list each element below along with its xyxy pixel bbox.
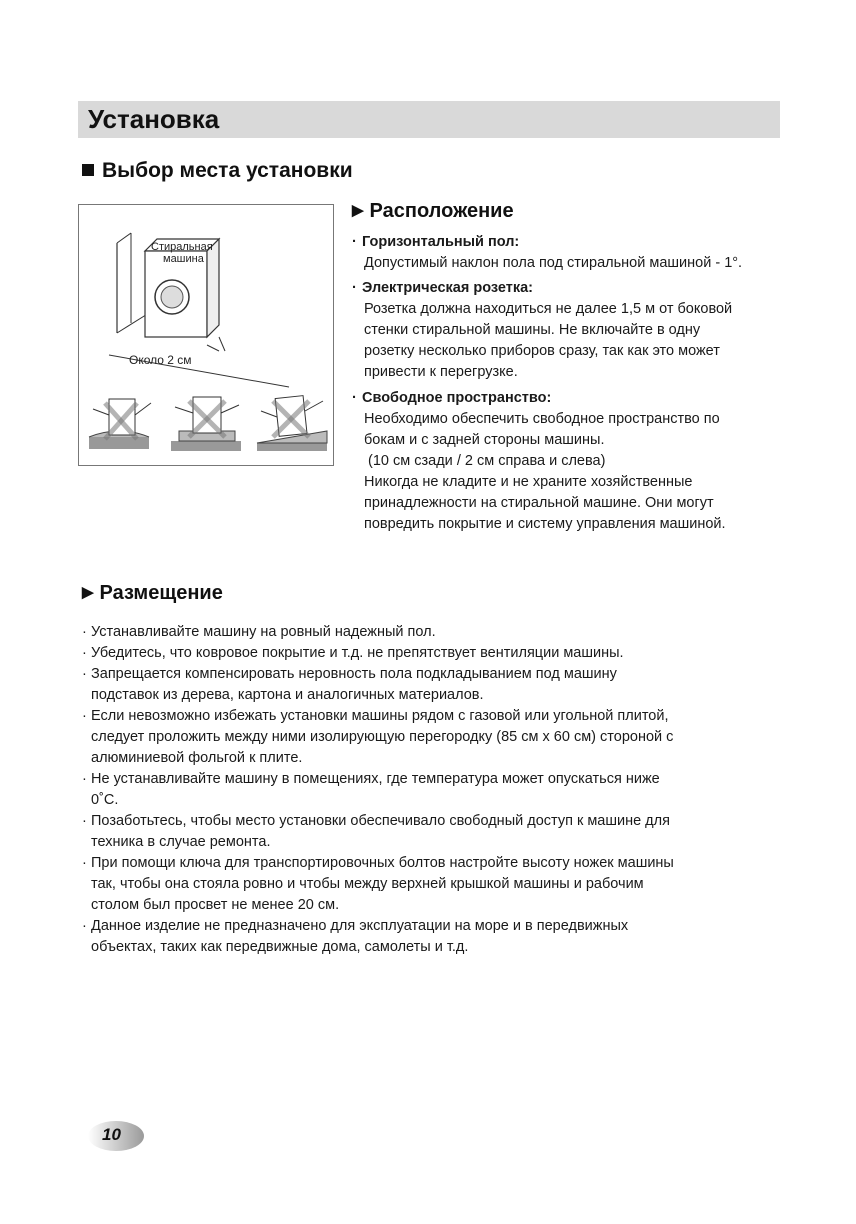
placement-heading [82, 582, 223, 605]
machine-label-line2: машина [163, 253, 204, 265]
list-item: · Позаботьтесь, чтобы место установки обеспечивало свободный доступ к машине для техника в случае ремонта. [82, 811, 782, 853]
space-line-1: Необходимо обеспечить свободное пространство по [364, 411, 720, 427]
list-item: · Данное изделие не предназначено для эксплуатации на море и в передвижных объектах, таких как передвижные дома, самолеты и т.д. [82, 916, 782, 958]
section-title-text: Выбор места установки [102, 159, 353, 182]
list-item-line: Убедитесь, что ковровое покрытие и т.д. не препятствует вентиляции машины. [91, 645, 624, 661]
list-item-line: следует проложить между ними изолирующую перегородку (85 см x 60 см) стороной с [91, 729, 674, 745]
square-bullet-icon [82, 164, 94, 176]
page-number-badge [82, 1120, 144, 1152]
section-title [82, 159, 353, 183]
machine-label-line1: Стиральная [151, 241, 213, 253]
wrong-placement-figure-1 [89, 399, 151, 449]
wrong-placement-figure-2 [171, 397, 241, 451]
socket-line-3: розетку несколько приборов сразу, так как это может [364, 343, 720, 359]
space-line-6: повредить покрытие и систему управления машиной. [364, 516, 726, 532]
space-line-3: (10 см сзади / 2 см справа и слева) [364, 453, 606, 469]
socket-heading: Электрическая розетка: [362, 280, 533, 296]
socket-line-1: Розетка должна находиться не далее 1,5 м от боковой [364, 301, 733, 317]
space-line-4: Никогда не кладите и не храните хозяйственные [364, 474, 693, 490]
location-heading-text: Расположение [369, 200, 514, 222]
gap-label: Около 2 см [129, 353, 192, 367]
socket-line-2: стенки стиральной машины. Не включайте в одну [364, 322, 701, 338]
floor-line-1: Допустимый наклон пола под стиральной машиной - 1°. [364, 255, 743, 271]
list-item: · Если невозможно избежать установки машины рядом с газовой или угольной плитой, следует проложить между ними изолирующую перегородку (85 см x 60 см) стороной с алюминиевой фольгой к плите. [82, 706, 782, 769]
page-number: 10 [102, 1125, 121, 1144]
location-item-floor: · Горизонтальный пол: Допустимый наклон пола под стиральной машиной - 1°. [352, 232, 792, 274]
list-item: · Запрещается компенсировать неровность пола подкладыванием под машину подставок из дерева, картона и аналогичных материалов. [82, 664, 782, 706]
list-item-line: столом был просвет не менее 20 см. [91, 897, 340, 913]
list-item-line: 0˚C. [91, 792, 119, 808]
list-item: · Убедитесь, что ковровое покрытие и т.д. не препятствует вентиляции машины. [82, 643, 782, 664]
list-item-line: Позаботьтесь, чтобы место установки обеспечивало свободный доступ к машине для [91, 813, 670, 829]
list-item-line: объектах, таких как передвижные дома, самолеты и т.д. [91, 939, 469, 955]
space-line-5: принадлежности на стиральной машине. Они могут [364, 495, 714, 511]
list-item: · Не устанавливайте машину в помещениях, где температура может опускаться ниже 0˚C. [82, 769, 782, 811]
installation-illustration [78, 204, 334, 466]
space-heading: Свободное пространство: [362, 390, 552, 406]
list-item-line: подставок из дерева, картона и аналогичных материалов. [91, 687, 484, 703]
list-item-line: техника в случае ремонта. [91, 834, 271, 850]
space-line-2: бокам и с задней стороны машины. [364, 432, 605, 448]
page-header-bar [78, 101, 780, 138]
list-item-line: При помощи ключа для транспортировочных болтов настройте высоту ножек машины [91, 855, 674, 871]
page-title: Установка [88, 104, 220, 134]
socket-line-4: привести к перегрузке. [364, 364, 518, 380]
list-item: · При помощи ключа для транспортировочных болтов настройте высоту ножек машины так, чтобы она стояла ровно и чтобы между верхней крышкой машины и рабочим столом был просвет не менее 20 см. [82, 853, 782, 916]
location-item-socket: · Электрическая розетка: Розетка должна находиться не далее 1,5 м от боковой стенки стиральной машины. Не включайте в одну розетку несколько приборов сразу, так как это может привести к перегрузке. [352, 278, 792, 383]
list-item-line: так, чтобы она стояла ровно и чтобы между верхней крышкой машины и рабочим [91, 876, 644, 892]
list-item-line: Устанавливайте машину на ровный надежный пол. [91, 624, 436, 640]
list-item-line: алюминиевой фольгой к плите. [91, 750, 303, 766]
list-item-line: Запрещается компенсировать неровность пола подкладыванием под машину [91, 666, 617, 682]
triangle-right-icon: ▶ [82, 584, 94, 601]
placement-heading-text: Размещение [99, 582, 223, 604]
location-heading [352, 200, 514, 223]
list-item-line: Данное изделие не предназначено для эксплуатации на море и в передвижных [91, 918, 629, 934]
location-item-space: · Свободное пространство: Необходимо обеспечить свободное пространство по бокам и с задней стороны машины. (10 см сзади / 2 см справа и слева) Никогда не кладите и не храните хозяйственные принадлежности на стиральной машине. Они могут повредить покрытие и систему управления машиной. [352, 388, 792, 535]
placement-list [82, 622, 782, 958]
list-item-line: Если невозможно избежать установки машины рядом с газовой или угольной плитой, [91, 708, 669, 724]
wrong-placement-figure-3 [257, 396, 327, 451]
triangle-right-icon: ▶ [352, 202, 364, 219]
washer-placement-drawing [79, 205, 335, 467]
list-item: · Устанавливайте машину на ровный надежный пол. [82, 622, 782, 643]
floor-heading: Горизонтальный пол: [362, 234, 520, 250]
list-item-line: Не устанавливайте машину в помещениях, где температура может опускаться ниже [91, 771, 660, 787]
